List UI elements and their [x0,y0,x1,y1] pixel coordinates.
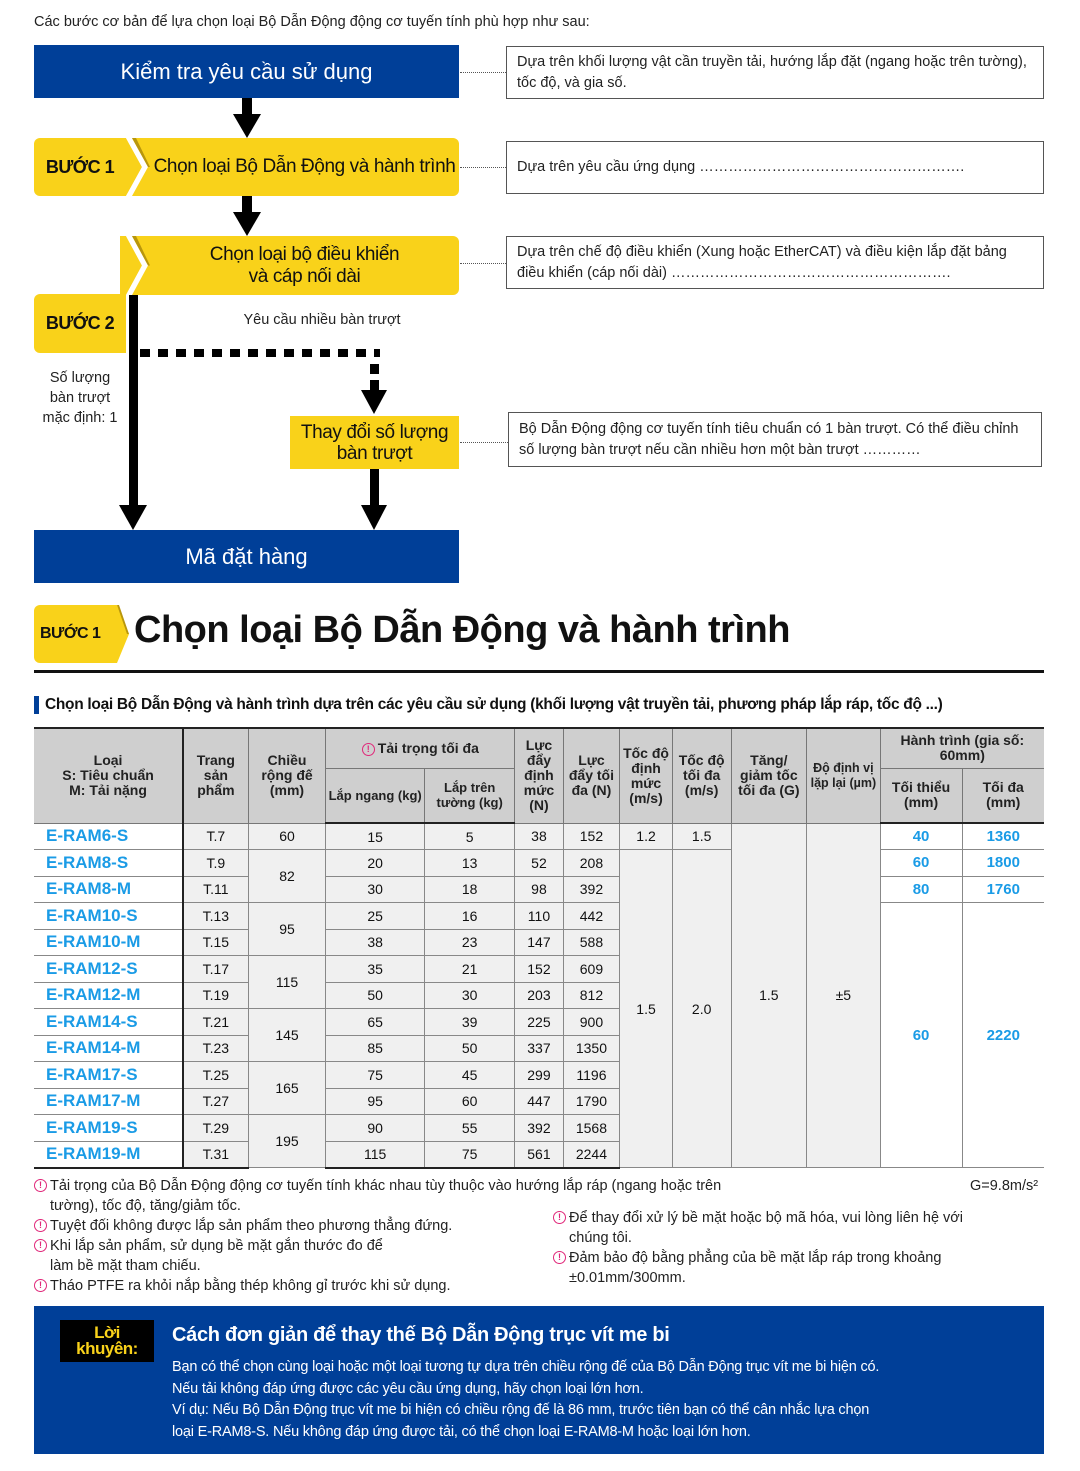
col-stroke: Hành trình (gia số: 60mm) [880,728,1044,768]
step2-badge: BƯỚC 2 [34,294,126,353]
order-code-box: Mã đặt hàng [34,530,459,583]
warning-icon: ! [34,1279,47,1292]
col-max-speed: Tốc độ tối đa (m/s) [672,728,731,823]
col-max-load: ! Tải trọng tối đa [326,728,515,768]
table-row: E-RAM17-M T.27 95 60 447 1790 [34,1088,1044,1115]
multi-slider-dashed-line [140,349,380,357]
col-stroke-max: Tối đa (mm) [962,768,1044,823]
multi-slider-dashed-line [370,364,379,390]
col-max-accel: Tăng/ giảm tốc tối đa (G) [731,728,807,823]
spec-table [34,727,1044,1169]
col-rated-thrust: Lực đẩy định mức (N) [515,728,563,823]
warning-icon: ! [553,1251,566,1264]
step1-label: Chọn loại Bộ Dẫn Động và hành trình [153,156,456,177]
connector-dotline [460,442,508,443]
multi-slider-label: Yêu cầu nhiều bàn trượt [243,312,401,328]
warning-icon: ! [362,743,375,756]
step1-badge: BƯỚC 1 [34,138,126,196]
connector-dotline [460,263,506,264]
flow-arrow-head-icon [233,212,261,236]
warning-icon: ! [34,1219,47,1232]
footnote: ! Tháo PTFE ra khỏi nắp bằng thép không gỉ trước khi sử dụng. [34,1276,474,1296]
tip-badge: Lời khuyên: [60,1320,154,1362]
table-row: E-RAM14-S T.21 145 65 39 225 900 [34,1009,1044,1036]
tip-title: Cách đơn giản để thay thế Bộ Dẫn Động trục vít me bi [172,1324,670,1346]
tip-box [34,1306,1044,1454]
footnote: ! Đảm bảo độ bằng phẳng của bề mặt lắp ráp trong khoảng ±0.01mm/300mm. [553,1248,993,1288]
col-max-thrust: Lực đẩy tối đa (N) [563,728,620,823]
section-step-badge: BƯỚC 1 [34,605,116,663]
footnotes-left-lower [34,1216,474,1296]
flow-arrow-head-icon [233,114,261,138]
warning-icon: ! [553,1211,566,1224]
footnote: ! Để thay đổi xử lý bề mặt hoặc bộ mã hóa, vui lòng liên hệ với chúng tôi. [553,1208,993,1248]
table-row: E-RAM19-S T.29 195 90 55 392 1568 [34,1115,1044,1142]
connector-dotline [460,72,506,73]
col-horizontal: Lắp ngang (kg) [326,768,425,823]
intro-text: Các bước cơ bản để lựa chọn loại Bộ Dẫn Động động cơ tuyến tính phù hợp như sau: [34,14,590,30]
note-step1: Dựa trên yêu cầu ứng dụng ………………………………………………. [506,141,1044,194]
flow-arrow-shaft [242,196,252,212]
col-repeatability: Độ định vị lặp lại (µm) [807,728,880,823]
table-row: E-RAM14-M T.23 85 50 337 1350 [34,1035,1044,1062]
check-requirements-label: Kiểm tra yêu cầu sử dụng [120,58,373,84]
default-slider-label: Số lượng bàn trượt mặc định: 1 [42,370,118,426]
flow-arrow-head-icon [361,390,387,414]
table-row: E-RAM8-M T.11 30 18 98 392 80 1760 [34,876,1044,903]
footnote: ! Khi lắp sản phẩm, sử dụng bề mặt gắn thước đo để làm bề mặt tham chiếu. [34,1236,474,1276]
col-page: Trang sản phẩm [183,728,248,823]
step2-label-box: Chọn loại bộ điều khiển và cáp nối dài [150,236,459,295]
default-path-line [129,295,138,510]
table-row: E-RAM10-S T.13 95 25 16 110 442 60 2220 [34,903,1044,930]
section-title: Chọn loại Bộ Dẫn Động và hành trình [134,609,790,651]
col-rated-speed: Tốc độ định mức (m/s) [620,728,672,823]
col-width: Chiều rộng đế (mm) [248,728,326,823]
change-path-line [370,469,379,505]
gravity-note: G=9.8m/s² [970,1178,1039,1194]
table-row: E-RAM19-M T.31 115 75 561 2244 [34,1141,1044,1168]
note-check: Dựa trên khối lượng vật cần truyền tải, hướng lắp đặt (ngang hoặc trên tường), tốc độ, và gia số. [506,46,1044,99]
tip-body: Bạn có thể chọn cùng loại hoặc một loại tương tự dựa trên chiều rộng đế của Bộ Dẫn Động trục vít me bi hiện có. Nếu tải không đáp ứng được các yêu cầu ứng dụng, hãy chọn loại lớn hơn. Ví dụ: Nếu Bộ Dẫn Động trục vít me bi hiện có chiều rộng đế là 86 mm, trước tiên bạn có thể cân nhắc lựa chọn loại E-RAM8-S. Nếu không đáp ứng được tải, có thể chọn loại E-RAM8-M hoặc loại lớn hơn. [172,1359,880,1440]
note-step2: Dựa trên chế độ điều khiển (Xung hoặc EtherCAT) và điều kiện lắp đặt bảng điều khiển (cáp nối dài) …………………………………………………. [506,236,1044,289]
col-type: Loại S: Tiêu chuẩn M: Tải nặng [34,728,183,823]
table-row: E-RAM10-M T.15 38 23 147 588 [34,929,1044,956]
col-wall: Lắp trên tường (kg) [425,768,515,823]
step1-label-box [150,138,459,196]
chevron-icon [115,605,129,663]
subtitle-bar [34,696,39,714]
warning-icon: ! [34,1179,47,1192]
check-requirements-box [34,45,459,98]
flow-arrow-shaft [242,98,252,114]
table-row: E-RAM12-M T.19 50 30 203 812 [34,982,1044,1009]
connector-dotline [460,167,506,168]
table-row: E-RAM17-S T.25 165 75 45 299 1196 [34,1062,1044,1089]
chevron-icon [120,236,150,295]
note-sliders: Bộ Dẫn Động động cơ tuyến tính tiêu chuẩn có 1 bàn trượt. Có thể điều chỉnh số lượng bàn trượt nếu cần nhiều hơn một bàn trượt ………… [508,412,1042,467]
table-row: E-RAM6-S T.7 60 15 5 38 152 1.2 1.5 1.5 ±5 40 1360 [34,823,1044,850]
section-subtitle: Chọn loại Bộ Dẫn Động và hành trình dựa trên các yêu cầu sử dụng (khối lượng vật truyền tải, phương pháp lắp ráp, tốc độ ...) [34,696,943,714]
footnotes-right [553,1208,993,1288]
chevron-icon [120,138,150,196]
col-stroke-min: Tối thiểu (mm) [880,768,962,823]
table-row: E-RAM8-S T.9 82 20 13 52 208 1.5 2.0 60 1800 [34,850,1044,877]
section-divider [34,670,1044,673]
footnote: ! Tuyệt đối không được lắp sản phẩm theo phương thẳng đứng. [34,1216,474,1236]
warning-icon: ! [34,1239,47,1252]
flow-arrow-head-icon [361,505,387,530]
flow-arrow-head-icon [119,505,147,530]
change-sliders-box: Thay đổi số lượng bàn trượt [290,416,459,469]
footnote: ! Tải trọng của Bộ Dẫn Động động cơ tuyến tính khác nhau tùy thuộc vào hướng lắp ráp (ngang hoặc trên tường), tốc độ, tăng/giảm tốc. [34,1176,754,1216]
table-row: E-RAM12-S T.17 115 35 21 152 609 [34,956,1044,983]
